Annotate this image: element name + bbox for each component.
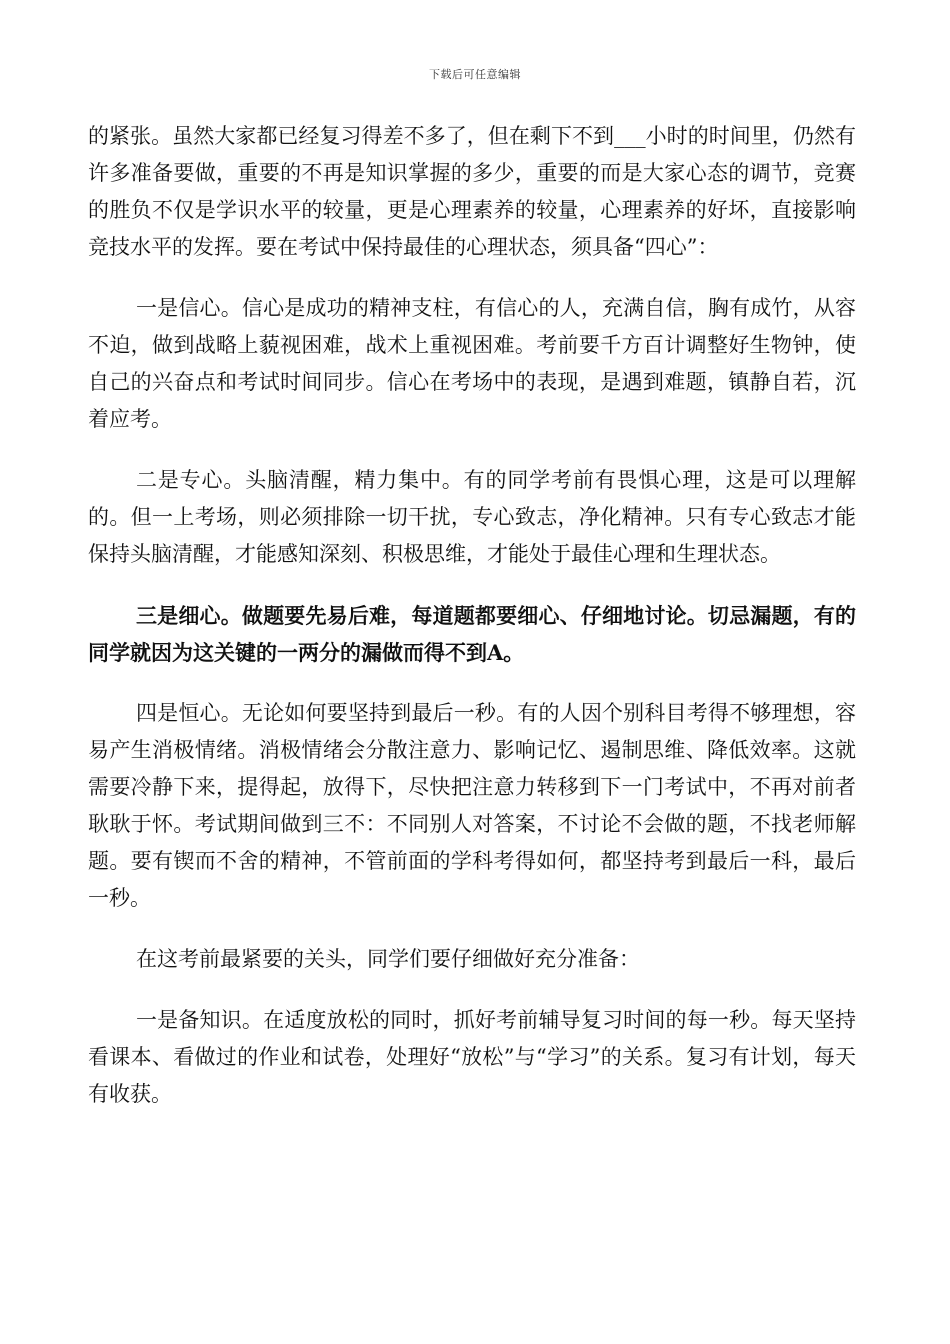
- paragraph-preparation-intro: 在这考前最紧要的关头，同学们要仔细做好充分准备：: [136, 947, 640, 971]
- paragraph-carefulness: 三是细心。做题要先易后难，每道题都要细心、仔细地讨论。切忌漏题，有的同学就因为这关键的一两分的漏做而得不到A。: [88, 603, 856, 665]
- paragraph-knowledge: 一是备知识。在适度放松的同时，抓好考前辅导复习时间的每一秒。每天坚持看课本、看做过的作业和试卷，处理好“放松”与“学习”的关系。复习有计划，每天有收获。: [88, 1008, 856, 1106]
- paragraph-focus: 二是专心。头脑清醒，精力集中。有的同学考前有畏惧心理，这是可以理解的。但一上考场，则必须排除一切干扰，专心致志，净化精神。只有专心致志才能保持头脑清醒，才能感知深刻、积极思维，才能处于最佳心理和生理状态。: [88, 468, 856, 566]
- page-header: 下载后可任意编辑: [429, 68, 521, 81]
- paragraph-confidence: 一是信心。信心是成功的精神支柱，有信心的人，充满自信，胸有成竹，从容不迫，做到战略上藐视困难，战术上重视困难。考前要千方百计调整好生物钟，使自己的兴奋点和考试时间同步。信心在考场中的表现，是遇到难题，镇静自若，沉着应考。: [88, 296, 856, 431]
- paragraph-intro: 的紧张。虽然大家都已经复习得差不多了，但在剩下不到___小时的时间里，仍然有许多准备要做，重要的不再是知识掌握的多少，重要的而是大家心态的调节，竞赛的胜负不仅是学识水平的较量，更是心理素养的较量，心理素养的好坏，直接影响竞技水平的发挥。要在考试中保持最佳的心理状态，须具备“四心”：: [88, 124, 856, 259]
- document-body: [88, 118, 856, 1137]
- paragraph-perseverance: 四是恒心。无论如何要坚持到最后一秒。有的人因个别科目考得不够理想，容易产生消极情绪。消极情绪会分散注意力、影响记忆、遏制思维、降低效率。这就需要冷静下来，提得起，放得下，尽快把注意力转移到下一门考试中，不再对前者耿耿于怀。考试期间做到三不：不同别人对答案，不讨论不会做的题，不找老师解题。要有锲而不舍的精神，不管前面的学科考得如何，都坚持考到最后一科，最后一秒。: [88, 701, 856, 910]
